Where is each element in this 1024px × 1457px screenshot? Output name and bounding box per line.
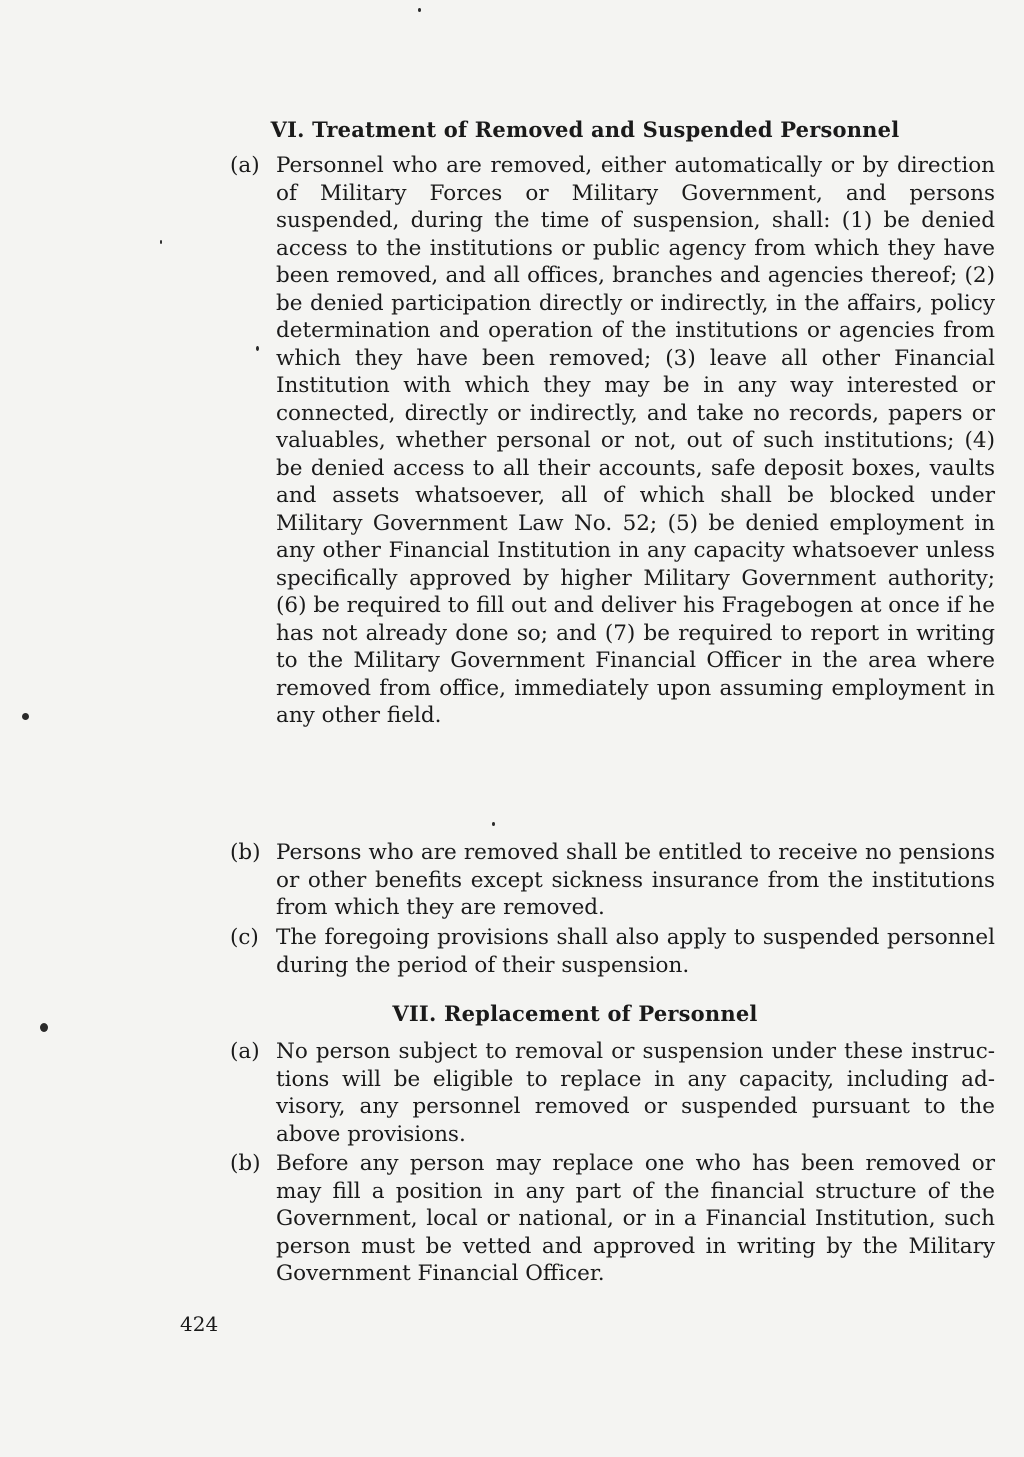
scan-speck xyxy=(418,8,421,12)
section-6-heading: VI. Treatment of Removed and Suspended Personnel xyxy=(270,117,900,142)
paragraph-text: Personnel who are removed, either automatically or by direction of Military Forces or Military Government, and persons suspended, during the time of suspension, shall: (1) be denied access to the institutions or public agency from which they have been removed, and all offices, branches and agencies thereof; (2) be denied participation directly or indirectly, in the affairs, policy determination and operation of the institutions or agencies from which they have been removed; (3) leave all other Financial Institution with which they may be in any way interested or connected, directly or indirectly, and take no records, papers or valuables, whether personal or not, out of such institutions; (4) be denied access to all their accounts, safe deposit boxes, vaults and assets whatsoever, all of which shall be blocked under Military Government Law No. 52; (5) be denied employment in any other Financial Institution in any capacity whatsoever unless specifically approved by higher Military Government authority; (6) be required to fill out and deliver his Fragebogen at once if he has not already done so; and (7) be required to report in writing to the Military Government Financial Officer in the area where removed from office, immediately upon assuming employment in any other field. xyxy=(276,153,995,728)
section-7-heading: VII. Replacement of Personnel xyxy=(392,1001,758,1026)
paragraph-marker: (b) xyxy=(230,840,261,865)
section-6-paragraph-b xyxy=(230,839,995,922)
paragraph-text: The foregoing provisions shall also apply to suspended personnel during the period of their suspension. xyxy=(276,925,995,978)
paragraph-marker: (a) xyxy=(230,153,260,178)
scan-speck xyxy=(256,346,259,351)
scan-speck xyxy=(492,822,495,826)
scan-speck xyxy=(160,240,162,244)
scan-speck xyxy=(22,713,29,720)
section-7-paragraph-b xyxy=(230,1150,995,1288)
paragraph-text: Before any person may replace one who has been removed or may fill a position in any part of the financial structure of the Government, local or national, or in a Financial Institution, such person must be vetted and approved in writing by the Military Government Financial Officer. xyxy=(276,1151,995,1286)
paragraph-marker: (a) xyxy=(230,1039,260,1064)
section-6-paragraph-c xyxy=(230,924,995,979)
page-number: 424 xyxy=(180,1312,219,1336)
paragraph-text: No person subject to removal or suspension under these instructions will be eligible to replace in any capacity, including advisory, any personnel removed or suspended pursuant to the above provisions. xyxy=(276,1039,995,1147)
section-7-paragraph-a xyxy=(230,1038,995,1148)
paragraph-marker: (c) xyxy=(230,925,259,950)
scan-speck xyxy=(40,1023,48,1032)
section-6-paragraph-a xyxy=(230,152,995,730)
paragraph-marker: (b) xyxy=(230,1151,261,1176)
paragraph-text: Persons who are removed shall be entitled to receive no pensions or other benefits except sickness insurance from the institutions from which they are removed. xyxy=(276,840,995,920)
